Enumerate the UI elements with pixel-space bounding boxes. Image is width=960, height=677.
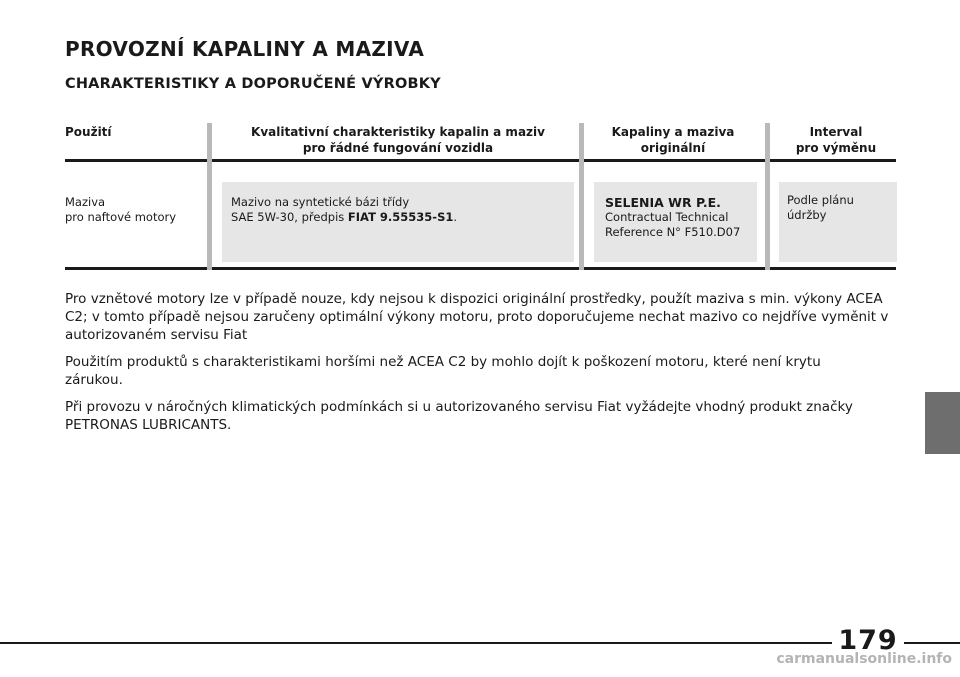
column-divider-2: [579, 123, 584, 270]
cell-interval-line1: Podle plánu: [787, 193, 854, 207]
footer-rule: [0, 642, 960, 644]
cell-fluids: [605, 195, 740, 240]
column-divider-3: [765, 123, 770, 270]
table-header-quality-line2: pro řádné fungování vozidla: [302, 141, 494, 155]
cell-use-line2: pro naftové motory: [65, 210, 177, 224]
watermark: carmanualsonline.info: [776, 651, 952, 667]
page-subtitle: CHARAKTERISTIKY A DOPORUČENÉ VÝROBKY: [65, 76, 441, 92]
table-header-fluids-line2: originální: [640, 141, 706, 155]
cell-use: [65, 195, 176, 225]
cell-interval-line2: údržby: [787, 208, 827, 222]
paragraph-3-line2: PETRONAS LUBRICANTS.: [65, 417, 232, 433]
table-header-interval-line1: Interval: [809, 125, 863, 139]
cell-use-line1: Maziva: [65, 195, 106, 209]
paragraph-2-line1: Použitím produktů s charakteristikami horšími než ACEA C2 by mohlo dojít k poškození motoru, které není krytu: [65, 354, 821, 370]
cell-interval: [787, 193, 854, 223]
paragraph-2-line2: zárukou.: [65, 372, 123, 388]
cell-fluid-line3: Reference N° F510.D07: [605, 225, 741, 239]
table-header-fluids: [588, 124, 758, 156]
paragraph-1: [65, 290, 900, 344]
table-bottom-rule: [65, 267, 896, 270]
cell-fluid-name: SELENIA WR P.E.: [605, 195, 721, 210]
section-tab-marker: [925, 392, 960, 454]
table-header-interval: [775, 124, 897, 156]
table-header-fluids-line1: Kapaliny a maziva: [611, 125, 735, 139]
page-title: PROVOZNÍ KAPALINY A MAZIVA: [65, 37, 425, 61]
cell-quality-spec: FIAT 9.55535-S1: [347, 210, 454, 224]
table-header-quality-line1: Kvalitativní charakteristiky kapalin a maziv: [251, 125, 545, 139]
table-header-interval-line2: pro výměnu: [795, 141, 877, 155]
paragraph-1-line1: Pro vznětové motory lze v případě nouze, kdy nejsou k dispozici originální prostředky, použít maziva s min. výkony ACEA: [65, 291, 883, 307]
cell-quality-suffix: .: [453, 210, 458, 224]
paragraph-3-line1: Při provozu v náročných klimatických podmínkách si u autorizovaného servisu Fiat vyžádejte vhodný produkt značky: [65, 399, 853, 415]
column-divider-1: [207, 123, 212, 270]
paragraph-1-line3: autorizovaném servisu Fiat: [65, 327, 248, 343]
paragraph-3: [65, 398, 900, 434]
table-header-quality: [218, 124, 578, 156]
cell-quality: [231, 195, 457, 225]
paragraph-2: [65, 353, 900, 389]
paragraph-1-line2: C2; v tomto případě nejsou zaručeny optimální výkony motoru, proto doporučujeme nechat mazivo co nejdříve vyměnit v: [65, 309, 889, 325]
cell-quality-line2: [231, 210, 457, 225]
page-number: 179: [832, 624, 904, 658]
table-header-rule: [65, 159, 896, 162]
table-header-use: Použití: [65, 125, 112, 139]
cell-quality-prefix: SAE 5W-30, předpis: [231, 210, 348, 224]
cell-fluid-line2: Contractual Technical: [605, 210, 729, 224]
cell-quality-line1: Mazivo na syntetické bázi třídy: [231, 195, 410, 209]
